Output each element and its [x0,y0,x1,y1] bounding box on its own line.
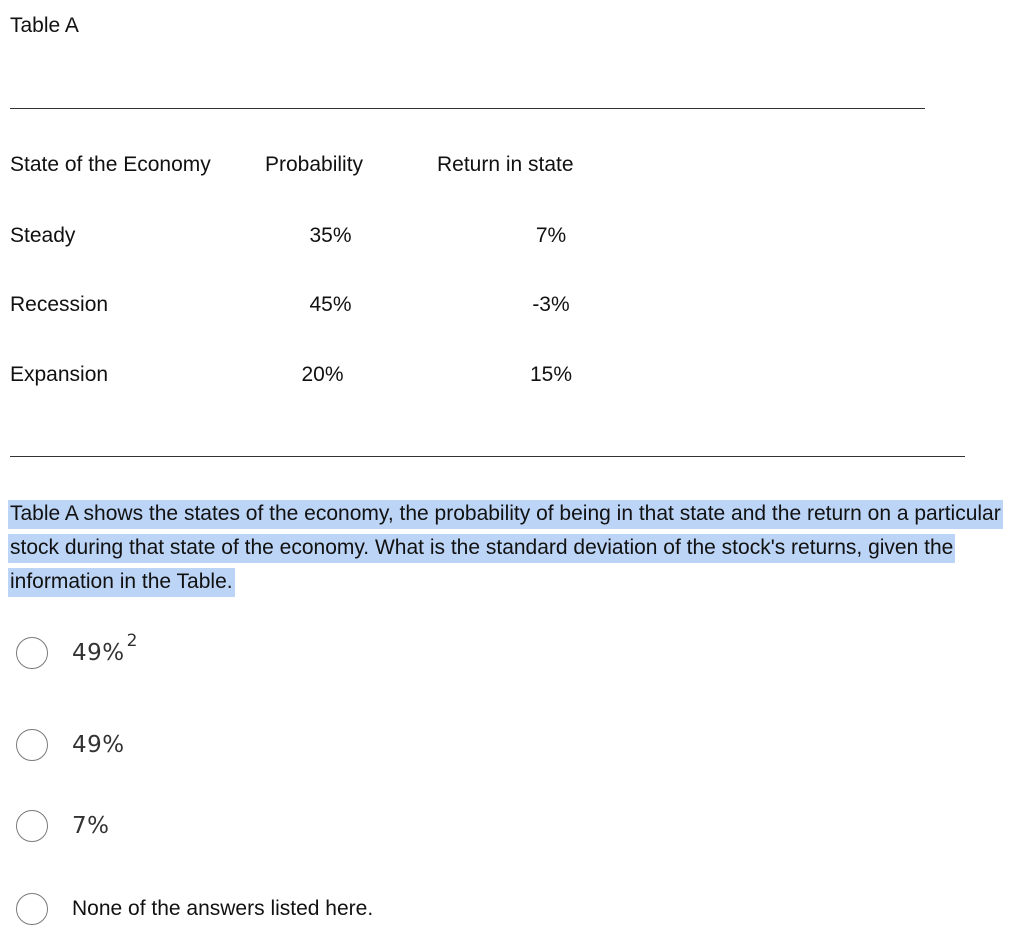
radio-button[interactable] [16,810,48,842]
row-state: Expansion [10,363,109,386]
answer-option[interactable] [16,631,138,669]
row-state: Recession [10,293,109,316]
row-return: -3% [532,293,570,316]
row-return: 15% [529,363,573,386]
row-probability: 45% [309,293,352,316]
question-text [8,497,1008,599]
table-bottom-rule [10,456,965,457]
question-highlight: Table A shows the states of the economy, the probability of being in that state and the return on a particular stock during that state of the economy. What is the standard deviation of the stock's returns, given the information in the Table. [8,500,1003,597]
answer-label: 49% $^2$ [72,631,138,666]
header-probability: Probability [265,153,364,176]
answer-option[interactable] [16,810,110,842]
header-state: State of the Economy [10,153,211,176]
radio-button[interactable] [16,893,48,925]
radio-button[interactable] [16,729,48,761]
answer-label: None of the answers listed here. [72,897,374,920]
row-return: 7% [535,224,567,247]
row-probability: 20% [301,363,344,386]
answer-label: 7% [72,813,110,839]
radio-button[interactable] [16,637,48,669]
superscript: 2 [126,631,138,651]
row-state: Steady [10,224,76,247]
header-return: Return in state [437,153,574,176]
answer-label: 49% [72,732,125,758]
row-probability: 35% [309,224,352,247]
answer-option[interactable] [16,729,125,761]
table-title: Table A [10,14,79,37]
table-top-rule [10,108,925,109]
answer-option[interactable] [16,893,373,925]
